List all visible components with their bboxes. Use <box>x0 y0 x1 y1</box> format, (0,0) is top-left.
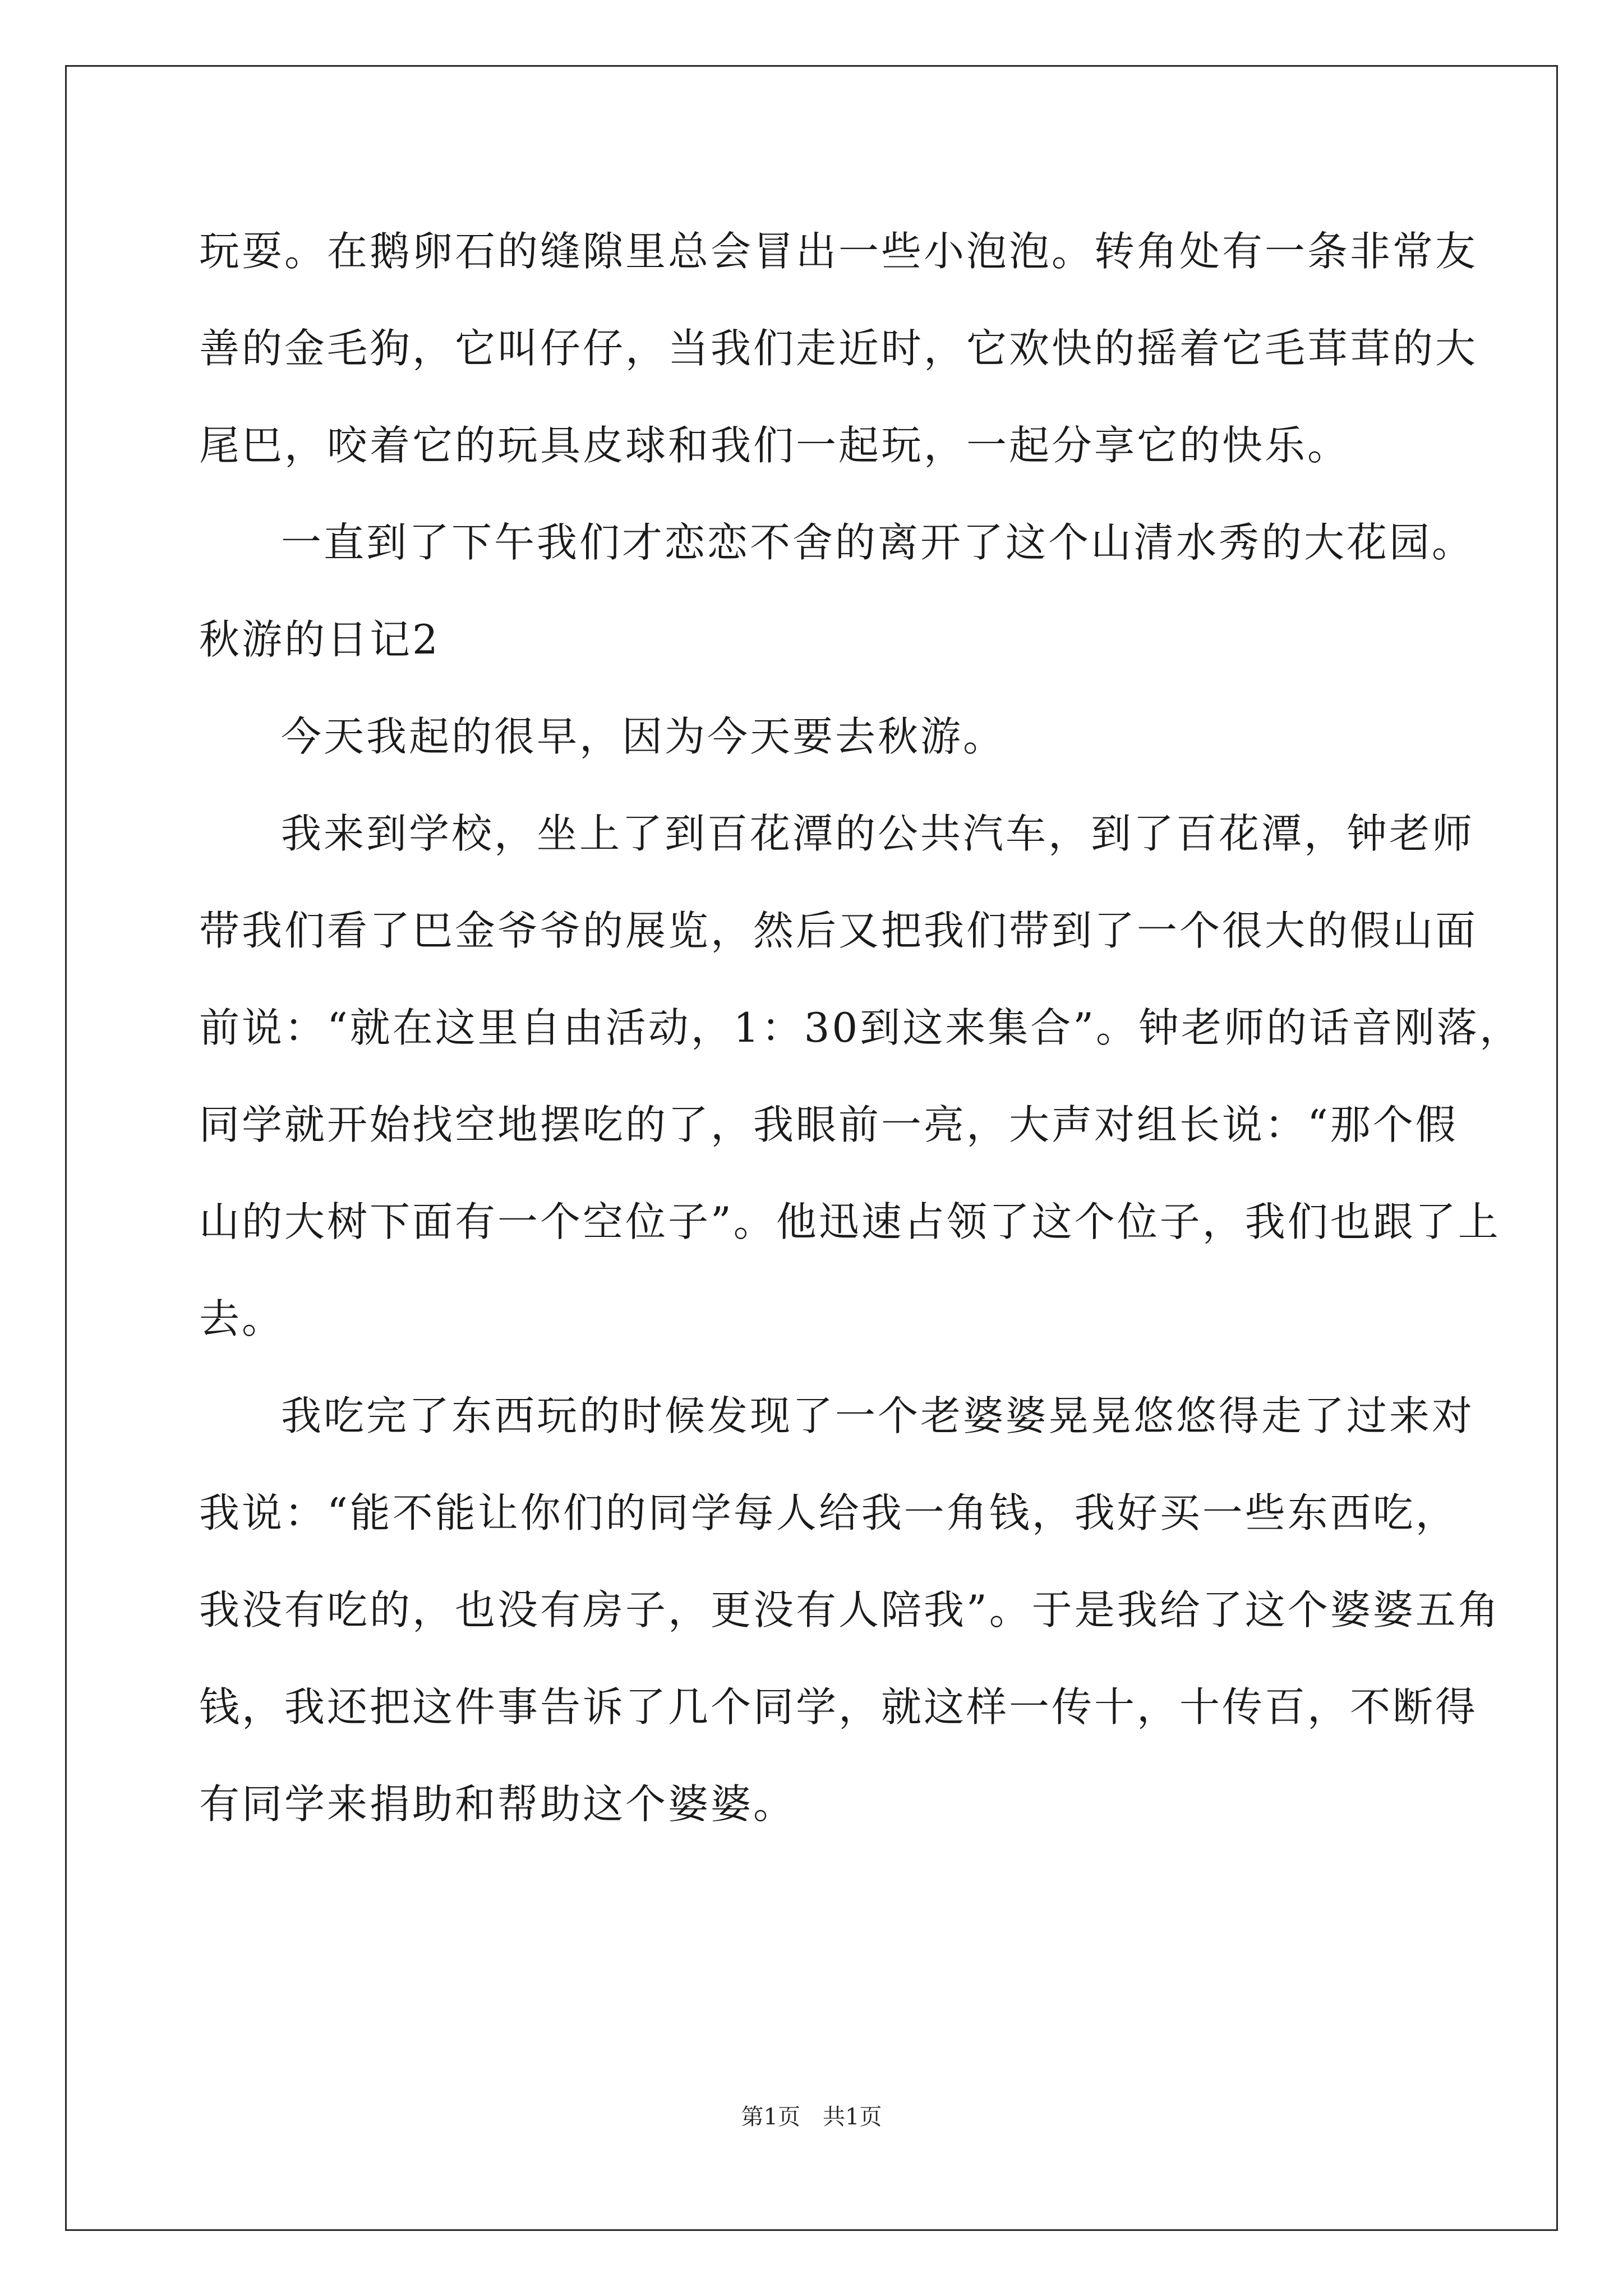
paragraph-line: 有同学来捐助和帮助这个婆婆。 <box>199 1780 796 1828</box>
paragraph-line: 山的大树下面有一个空位子”。他迅速占领了这个位子，我们也跟了上 <box>199 1198 1501 1245</box>
paragraph-line: 前说：“就在这里自由活动，1：30到这来集合”。钟老师的话音刚落， <box>199 1004 1523 1051</box>
paragraph-line: 今天我起的很早，因为今天要去秋游。 <box>281 713 1006 760</box>
page-footer: 第1页 共1页 <box>741 2104 882 2130</box>
paragraph-line: 我说：“能不能让你们的同学每人给我一角钱，我好买一些东西吃， <box>199 1489 1458 1536</box>
section-heading: 秋游的日记2 <box>199 616 440 663</box>
paragraph-line: 尾巴，咬着它的玩具皮球和我们一起玩，一起分享它的快乐。 <box>199 422 1350 469</box>
paragraph-line: 钱，我还把这件事告诉了几个同学，就这样一传十，十传百，不断得 <box>199 1683 1478 1731</box>
paragraph-line: 玩耍。在鹅卵石的缝隙里总会冒出一些小泡泡。转角处有一条非常友 <box>199 228 1478 275</box>
paragraph-line: 我吃完了东西玩的时候发现了一个老婆婆晃晃悠悠得走了过来对 <box>281 1392 1475 1439</box>
paragraph-line: 我没有吃的，也没有房子，更没有人陪我”。于是我给了这个婆婆五角 <box>199 1586 1501 1634</box>
paragraph-line: 一直到了下午我们才恋恋不舍的离开了这个山清水秀的大花园。 <box>281 519 1475 566</box>
paragraph-line: 善的金毛狗，它叫仔仔，当我们走近时，它欢快的摇着它毛茸茸的大 <box>199 325 1478 372</box>
paragraph-line: 我来到学校，坐上了到百花潭的公共汽车，到了百花潭，钟老师 <box>281 810 1475 857</box>
paragraph-line: 同学就开始找空地摆吃的了，我眼前一亮，大声对组长说：“那个假 <box>199 1101 1458 1148</box>
paragraph-line: 带我们看了巴金爷爷的展览，然后又把我们带到了一个很大的假山面 <box>199 907 1478 954</box>
paragraph-line: 去。 <box>199 1295 285 1342</box>
